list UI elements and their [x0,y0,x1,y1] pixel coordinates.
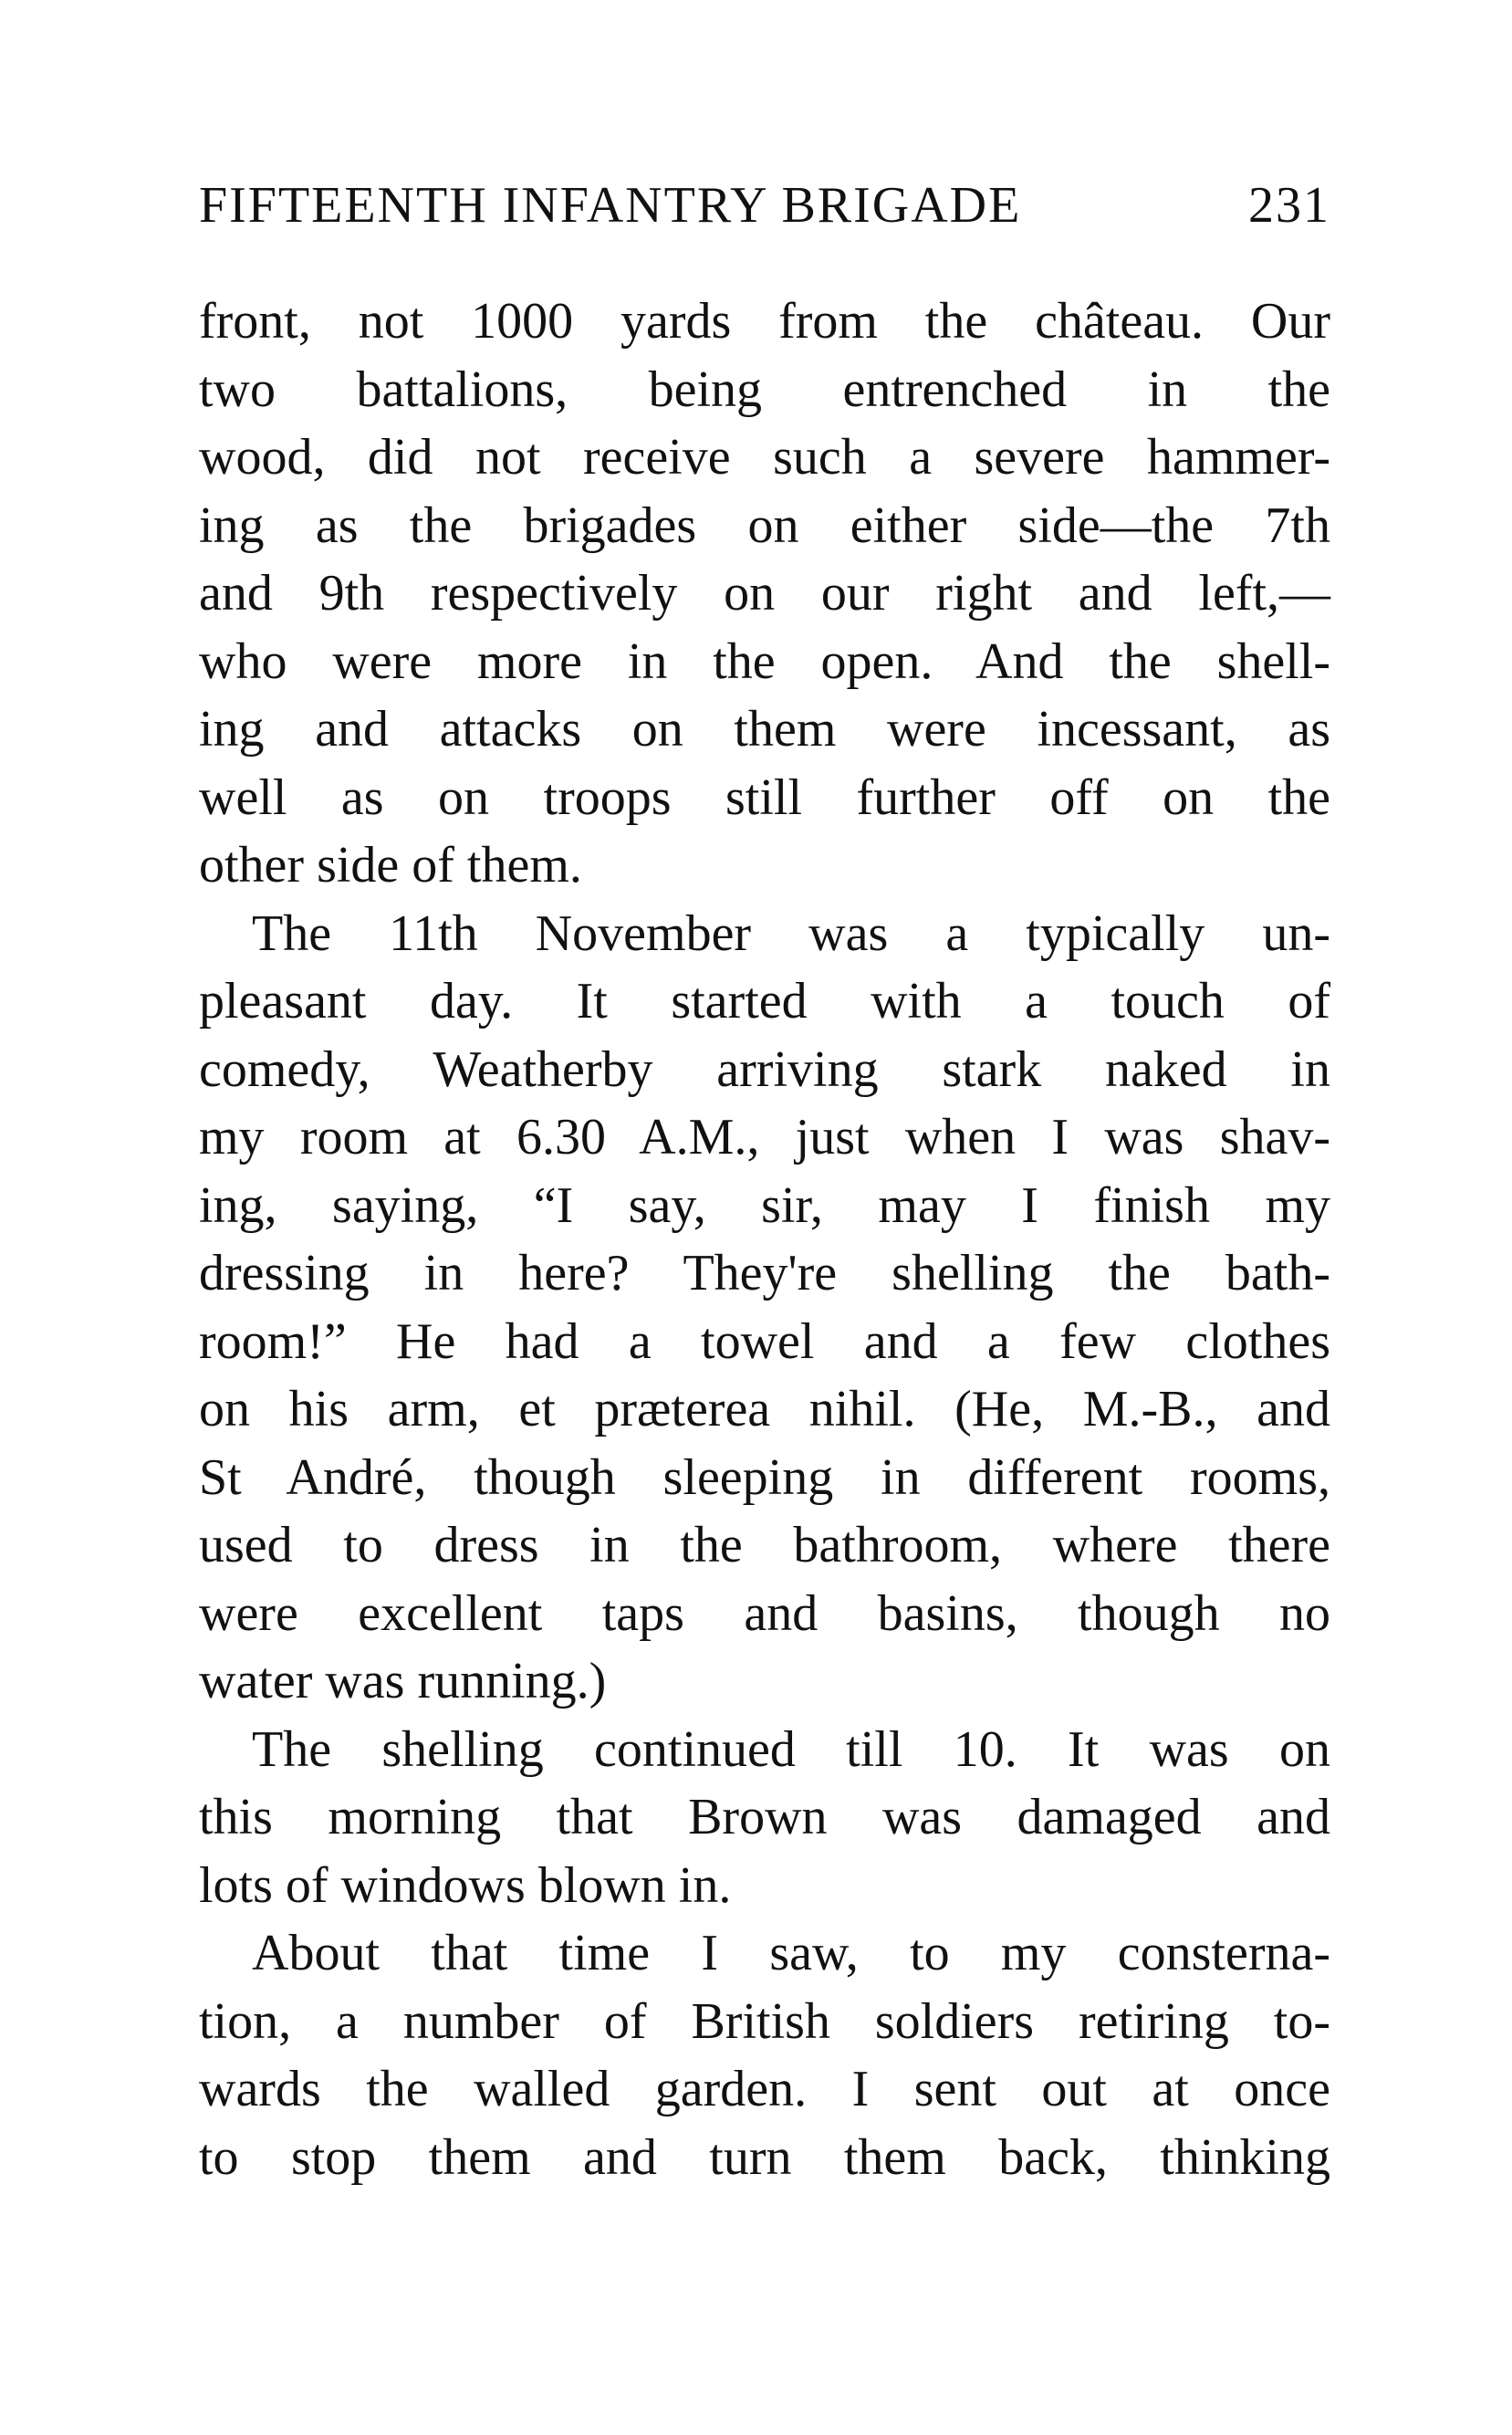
page-header [199,169,1330,242]
text-line: other side of them. [199,837,582,894]
paragraph [199,1716,1330,1920]
running-title: FIFTEENTH INFANTRY BRIGADE [199,177,1022,234]
text-line: About that time I saw, to my consterna- [252,1925,1330,1981]
text-line: who were more in the open. And the shell- [199,632,1330,690]
text-line: The shelling continued till 10. It was on [252,1720,1330,1778]
text-line: two battalions, being entrenched in the [199,361,1330,418]
text-line: comedy, Weatherby arriving stark naked in [199,1040,1330,1098]
text-line: wards the walled garden. I sent out at once [199,2061,1330,2117]
text-line: water was running.) [199,1653,607,1709]
text-line: to stop them and turn them back, thinking [199,2128,1330,2186]
text-line: wood, did not receive such a severe hammer- [199,429,1330,486]
text-line: on his arm, et præterea nihil. (He, M.-B., and [199,1381,1330,1437]
paragraph [199,287,1330,900]
text-line: and 9th respectively on our right and left,— [199,565,1330,622]
page-number: 231 [1248,177,1330,234]
text-line: ing, saying, “I say, sir, may I finish my [199,1176,1330,1234]
text-line: lots of windows blown in. [199,1856,732,1914]
text-line: pleasant day. It started with a touch of [199,973,1330,1029]
text-line: dressing in here? They're shelling the bath- [199,1245,1330,1301]
text-line: my room at 6.30 A.M., just when I was shav- [199,1109,1330,1165]
text-line: The 11th November was a typically un- [252,904,1330,962]
text-line: front, not 1000 yards from the château. Our [199,293,1330,350]
paragraph [199,1919,1330,2191]
text-line: tion, a number of British soldiers retiring to- [199,1992,1330,2050]
text-line: St André, though sleeping in different rooms, [199,1448,1330,1506]
text-line: were excellent taps and basins, though no [199,1584,1330,1642]
text-line: room!” He had a towel and a few clothes [199,1312,1330,1370]
text-line: this morning that Brown was damaged and [199,1789,1330,1845]
text-line: ing and attacks on them were incessant, as [199,701,1330,758]
text-line: ing as the brigades on either side—the 7th [199,496,1330,554]
body-text [199,287,1330,2191]
paragraph [199,900,1330,1716]
text-line: well as on troops still further off on the [199,768,1330,826]
text-line: used to dress in the bathroom, where there [199,1517,1330,1573]
